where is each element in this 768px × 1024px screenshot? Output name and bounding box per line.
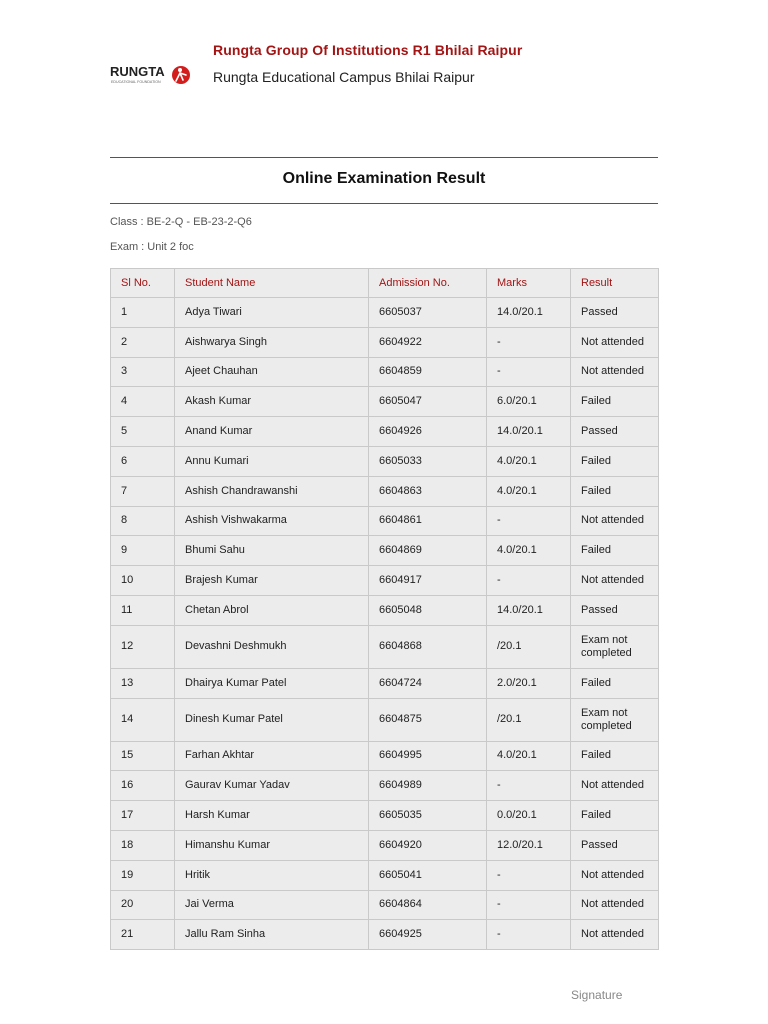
admission-no-cell: 6604875 <box>369 698 487 741</box>
result-cell: Passed <box>571 298 659 328</box>
result-cell: Failed <box>571 536 659 566</box>
result-cell: Exam not completed <box>571 625 659 668</box>
admission-no-cell: 6604917 <box>369 566 487 596</box>
exam-info: Exam : Unit 2 foc <box>110 241 194 253</box>
institution-name: Rungta Group Of Institutions R1 Bhilai Raipur <box>213 42 523 58</box>
marks-cell: 6.0/20.1 <box>487 387 571 417</box>
marks-cell: 4.0/20.1 <box>487 741 571 771</box>
marks-cell: 12.0/20.1 <box>487 830 571 860</box>
marks-cell: 4.0/20.1 <box>487 476 571 506</box>
top-divider <box>110 157 658 158</box>
rungta-logo <box>110 63 192 87</box>
table-row <box>111 536 659 566</box>
sl-no-cell: 4 <box>111 387 175 417</box>
table-row <box>111 446 659 476</box>
table-row <box>111 860 659 890</box>
sl-no-cell: 13 <box>111 668 175 698</box>
marks-cell: - <box>487 920 571 950</box>
result-cell: Not attended <box>571 506 659 536</box>
result-cell: Failed <box>571 801 659 831</box>
table-row <box>111 698 659 741</box>
student-name-cell: Aishwarya Singh <box>175 327 369 357</box>
result-cell: Failed <box>571 476 659 506</box>
student-name-cell: Gaurav Kumar Yadav <box>175 771 369 801</box>
table-header-row <box>111 269 659 298</box>
page-title: Online Examination Result <box>282 170 486 187</box>
result-cell: Passed <box>571 830 659 860</box>
sl-no-cell: 16 <box>111 771 175 801</box>
sl-no-cell: 3 <box>111 357 175 387</box>
result-cell: Not attended <box>571 566 659 596</box>
result-cell: Failed <box>571 741 659 771</box>
admission-no-cell: 6604859 <box>369 357 487 387</box>
column-header-marks: Marks <box>487 269 571 298</box>
student-name-cell: Farhan Akhtar <box>175 741 369 771</box>
student-name-cell: Dinesh Kumar Patel <box>175 698 369 741</box>
table-row <box>111 741 659 771</box>
column-header-admission-no: Admission No. <box>369 269 487 298</box>
sl-no-cell: 2 <box>111 327 175 357</box>
student-name-cell: Annu Kumari <box>175 446 369 476</box>
admission-no-cell: 6604868 <box>369 625 487 668</box>
sl-no-cell: 21 <box>111 920 175 950</box>
table-row <box>111 890 659 920</box>
marks-cell: - <box>487 357 571 387</box>
column-header-sl-no: Sl No. <box>111 269 175 298</box>
result-cell: Failed <box>571 668 659 698</box>
result-cell: Passed <box>571 417 659 447</box>
result-cell: Not attended <box>571 357 659 387</box>
table-row <box>111 625 659 668</box>
marks-cell: - <box>487 771 571 801</box>
admission-no-cell: 6605033 <box>369 446 487 476</box>
result-cell: Exam not completed <box>571 698 659 741</box>
sl-no-cell: 8 <box>111 506 175 536</box>
table-row <box>111 357 659 387</box>
bottom-divider <box>110 203 658 204</box>
sl-no-cell: 12 <box>111 625 175 668</box>
marks-cell: - <box>487 327 571 357</box>
admission-no-cell: 6604925 <box>369 920 487 950</box>
admission-no-cell: 6604724 <box>369 668 487 698</box>
student-name-cell: Harsh Kumar <box>175 801 369 831</box>
sl-no-cell: 7 <box>111 476 175 506</box>
sl-no-cell: 17 <box>111 801 175 831</box>
table-row <box>111 801 659 831</box>
logo-tagline: EDUCATIONAL FOUNDATION <box>111 80 161 84</box>
signature-label: Signature <box>571 988 623 1002</box>
admission-no-cell: 6604989 <box>369 771 487 801</box>
sl-no-cell: 14 <box>111 698 175 741</box>
student-name-cell: Akash Kumar <box>175 387 369 417</box>
result-cell: Not attended <box>571 920 659 950</box>
student-name-cell: Ashish Vishwakarma <box>175 506 369 536</box>
marks-cell: - <box>487 890 571 920</box>
table-row <box>111 668 659 698</box>
admission-no-cell: 6604926 <box>369 417 487 447</box>
result-cell: Failed <box>571 446 659 476</box>
admission-no-cell: 6604995 <box>369 741 487 771</box>
student-name-cell: Chetan Abrol <box>175 595 369 625</box>
student-name-cell: Jai Verma <box>175 890 369 920</box>
sl-no-cell: 6 <box>111 446 175 476</box>
marks-cell: - <box>487 566 571 596</box>
sl-no-cell: 20 <box>111 890 175 920</box>
result-cell: Not attended <box>571 890 659 920</box>
table-row <box>111 506 659 536</box>
class-info: Class : BE-2-Q - EB-23-2-Q6 <box>110 216 252 228</box>
result-cell: Not attended <box>571 771 659 801</box>
student-name-cell: Himanshu Kumar <box>175 830 369 860</box>
marks-cell: 2.0/20.1 <box>487 668 571 698</box>
student-name-cell: Brajesh Kumar <box>175 566 369 596</box>
sl-no-cell: 11 <box>111 595 175 625</box>
sl-no-cell: 19 <box>111 860 175 890</box>
marks-cell: /20.1 <box>487 698 571 741</box>
admission-no-cell: 6605048 <box>369 595 487 625</box>
table-row <box>111 830 659 860</box>
student-name-cell: Ashish Chandrawanshi <box>175 476 369 506</box>
admission-no-cell: 6604863 <box>369 476 487 506</box>
marks-cell: - <box>487 506 571 536</box>
table-row <box>111 920 659 950</box>
rungta-logo-icon <box>110 63 192 87</box>
student-name-cell: Jallu Ram Sinha <box>175 920 369 950</box>
sl-no-cell: 1 <box>111 298 175 328</box>
marks-cell: 0.0/20.1 <box>487 801 571 831</box>
sl-no-cell: 5 <box>111 417 175 447</box>
table-row <box>111 566 659 596</box>
sl-no-cell: 9 <box>111 536 175 566</box>
admission-no-cell: 6605037 <box>369 298 487 328</box>
marks-cell: 14.0/20.1 <box>487 595 571 625</box>
table-row <box>111 595 659 625</box>
column-header-student-name: Student Name <box>175 269 369 298</box>
student-name-cell: Adya Tiwari <box>175 298 369 328</box>
sl-no-cell: 15 <box>111 741 175 771</box>
result-cell: Failed <box>571 387 659 417</box>
result-cell: Not attended <box>571 327 659 357</box>
table-row <box>111 298 659 328</box>
admission-no-cell: 6605047 <box>369 387 487 417</box>
student-name-cell: Hritik <box>175 860 369 890</box>
student-name-cell: Bhumi Sahu <box>175 536 369 566</box>
logo-text: RUNGTA <box>110 64 165 79</box>
table-row <box>111 476 659 506</box>
admission-no-cell: 6605035 <box>369 801 487 831</box>
student-name-cell: Devashni Deshmukh <box>175 625 369 668</box>
admission-no-cell: 6604922 <box>369 327 487 357</box>
student-name-cell: Ajeet Chauhan <box>175 357 369 387</box>
results-table <box>110 268 659 950</box>
table-row <box>111 387 659 417</box>
marks-cell: - <box>487 860 571 890</box>
results-body <box>111 298 659 950</box>
marks-cell: 4.0/20.1 <box>487 536 571 566</box>
admission-no-cell: 6604920 <box>369 830 487 860</box>
result-cell: Passed <box>571 595 659 625</box>
sl-no-cell: 10 <box>111 566 175 596</box>
column-header-result: Result <box>571 269 659 298</box>
result-cell: Not attended <box>571 860 659 890</box>
table-row <box>111 327 659 357</box>
admission-no-cell: 6604869 <box>369 536 487 566</box>
admission-no-cell: 6604861 <box>369 506 487 536</box>
student-name-cell: Anand Kumar <box>175 417 369 447</box>
marks-cell: 4.0/20.1 <box>487 446 571 476</box>
sl-no-cell: 18 <box>111 830 175 860</box>
marks-cell: 14.0/20.1 <box>487 298 571 328</box>
admission-no-cell: 6605041 <box>369 860 487 890</box>
admission-no-cell: 6604864 <box>369 890 487 920</box>
marks-cell: 14.0/20.1 <box>487 417 571 447</box>
campus-name: Rungta Educational Campus Bhilai Raipur <box>213 69 475 85</box>
marks-cell: /20.1 <box>487 625 571 668</box>
table-row <box>111 417 659 447</box>
student-name-cell: Dhairya Kumar Patel <box>175 668 369 698</box>
table-row <box>111 771 659 801</box>
